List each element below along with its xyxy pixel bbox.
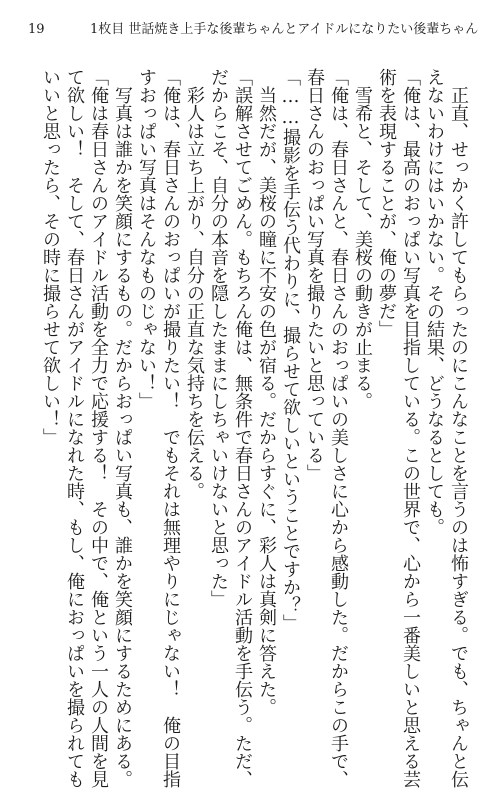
page-number: 19 <box>28 22 45 37</box>
text-column: 雪希と、そして、美桜の動きが止まる。 <box>352 68 373 410</box>
vertical-text-body <box>30 68 470 788</box>
text-column: 「俺は、春日さんと、春日さんのおっぱいの美しさに心から感動した。だからこの手で、 <box>328 68 349 788</box>
text-column: 「誤解させてごめん。もちろん俺は、無条件で春日さんのアイドル活動を手伝う。ただ、 <box>232 68 253 788</box>
text-column: すおっぱい写真はそんなものじゃない！」 <box>136 68 157 410</box>
running-title: 1枚目 世話焼き上手な後輩ちゃんとアイドルになりたい後輩ちゃん <box>90 22 479 37</box>
text-column: 春日さんのおっぱい写真を撮りたいと思っている」 <box>304 68 325 482</box>
text-column: 写真は誰かを笑顔にするもの。だからおっぱい写真も、誰かを笑顔にするためにある。 <box>112 68 133 788</box>
page-header <box>28 19 478 41</box>
text-column: 彩人は立ち上がり、自分の正直な気持ちを伝える。 <box>184 68 205 500</box>
text-column: 「俺は、最高のおっぱい写真を目指している。この世界で、心から一番美しいと思える芸 <box>400 68 421 788</box>
text-column: だからこそ、自分の本音を隠したままにしちゃいけないと思った」 <box>208 68 229 608</box>
text-column: 「……撮影を手伝う代わりに、撮らせて欲しいということですか？」 <box>280 68 301 632</box>
text-column: 当然だが、美桜の瞳に不安の色が宿る。だからすぐに、彩人は真剣に答えた。 <box>256 68 277 716</box>
text-column: えないわけにはいかない。その結果、どうなるとしても。 <box>424 68 445 536</box>
text-column: て欲しい！ そして、春日さんがアイドルになれた時、もし、俺におっぱいを撮られても <box>64 68 85 788</box>
text-column: 術を表現することが、俺の夢だ」 <box>376 68 397 338</box>
text-column: 「俺は、春日さんのおっぱいが撮りたい！ でもそれは無理やりにじゃない！ 俺の目指 <box>160 68 181 788</box>
text-column: 「俺は春日さんのアイドル活動を全力で応援する！ その中で、俺という一人の人間を見 <box>88 68 109 788</box>
text-column: いいと思ったら、その時に撮らせて欲しい！」 <box>40 68 61 446</box>
text-column: 正直、せっかく許してもらったのにこんなことを言うのは怖すぎる。でも、ちゃんと伝 <box>448 68 469 788</box>
